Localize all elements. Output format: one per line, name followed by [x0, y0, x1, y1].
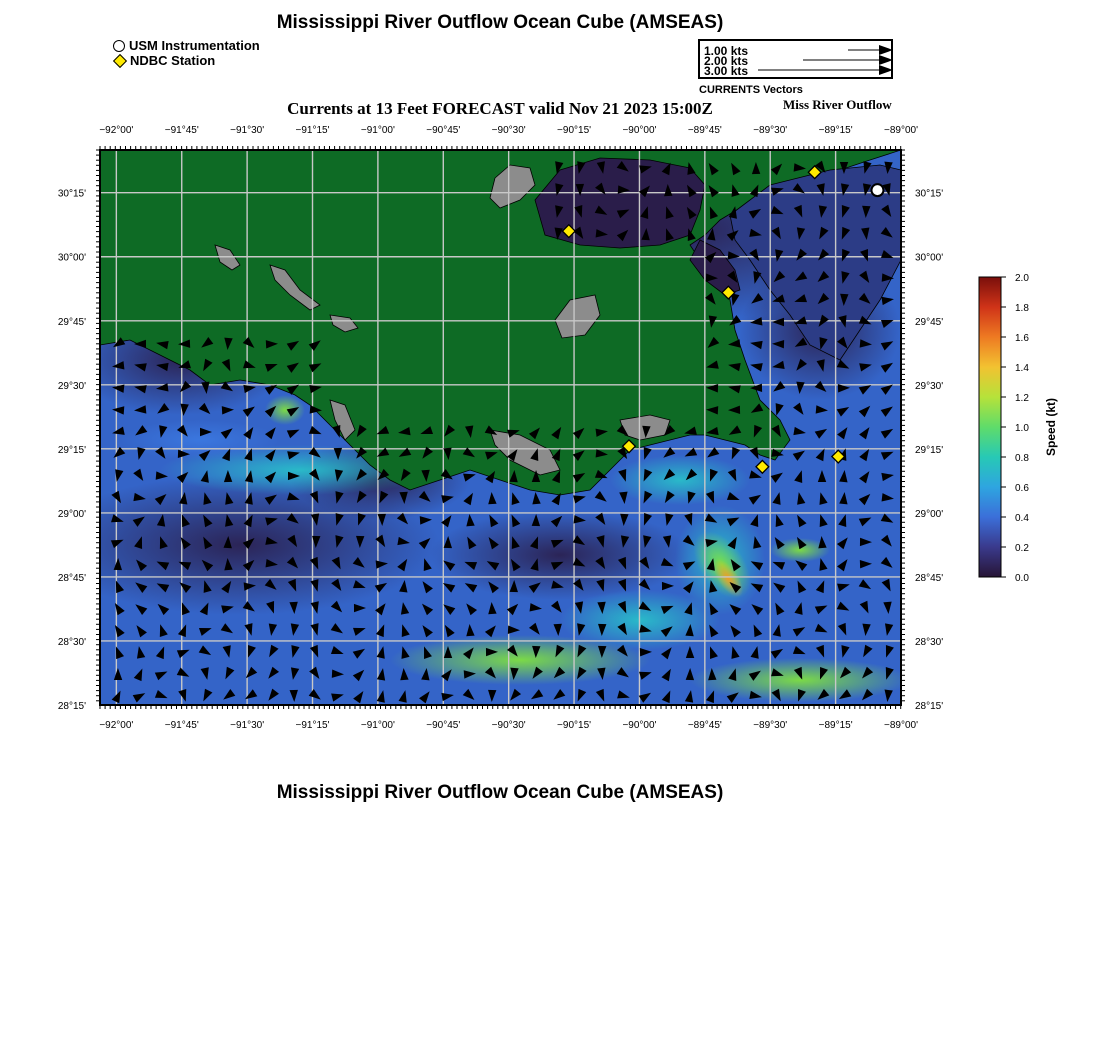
footer-title: Mississippi River Outflow Ocean Cube (AMSEAS) [276, 782, 724, 803]
circle-icon [113, 40, 125, 52]
station-legend [112, 38, 260, 68]
lat-tick-label: 29°30' [915, 380, 944, 392]
lon-tick-label: −90°15' [557, 125, 592, 136]
lon-tick-label: −90°00' [622, 720, 657, 731]
lat-tick-label: 29°45' [915, 316, 944, 328]
lon-tick-label: −89°15' [818, 720, 853, 731]
lon-tick-label: −90°45' [426, 125, 461, 136]
colorbar-tick-label: 2.0 [1015, 273, 1029, 284]
lon-tick-label: −90°45' [426, 720, 461, 731]
lat-tick-label: 29°00' [57, 508, 86, 520]
colorbar-tick-label: 0.0 [1015, 573, 1029, 584]
lon-tick-label: −91°00' [360, 720, 395, 731]
lon-tick-label: −90°15' [557, 720, 592, 731]
lat-tick-label: 29°15' [915, 444, 944, 456]
lat-tick-label: 28°15' [915, 701, 944, 712]
speed-colorbar [979, 273, 1058, 584]
lat-tick-label: 29°00' [915, 508, 944, 520]
lon-tick-label: −89°00' [884, 125, 918, 136]
lon-axis-top [99, 125, 918, 136]
lon-tick-label: −90°30' [491, 720, 526, 731]
lon-tick-label: −89°45' [687, 720, 722, 731]
colorbar-tick-label: 1.4 [1015, 363, 1029, 374]
vector-scale-label-2: 2.00 kts [704, 54, 749, 68]
vector-scale-caption: CURRENTS Vectors [699, 84, 803, 96]
lat-tick-label: 30°00' [915, 252, 944, 264]
lon-axis-bottom [99, 720, 918, 731]
usm-station-marker [871, 184, 883, 196]
colorbar-tick-label: 0.6 [1015, 483, 1029, 494]
lon-tick-label: −91°30' [230, 720, 265, 731]
legend-item-usm [112, 38, 260, 53]
colorbar-tick-label: 0.8 [1015, 453, 1029, 464]
colorbar-tick-label: 0.4 [1015, 513, 1029, 524]
lon-tick-label: −89°45' [687, 125, 722, 136]
lat-tick-label: 28°45' [57, 572, 86, 584]
lon-tick-label: −91°45' [164, 720, 199, 731]
lat-tick-label: 29°45' [57, 316, 86, 328]
lon-tick-label: −91°30' [230, 125, 265, 136]
lat-tick-label: 28°15' [57, 701, 86, 712]
vector-scale-label-3: 3.00 kts [704, 64, 749, 78]
lon-tick-label: −90°30' [491, 125, 526, 136]
lat-tick-label: 30°15' [57, 188, 86, 200]
lat-tick-label: 29°15' [57, 444, 86, 456]
lon-tick-label: −92°00' [99, 125, 134, 136]
lon-tick-label: −91°00' [360, 125, 395, 136]
lon-tick-label: −89°00' [884, 720, 918, 731]
lat-axis-left [58, 189, 86, 712]
legend-item-ndbc [112, 53, 260, 68]
lat-tick-label: 30°00' [57, 252, 86, 264]
colorbar-label: Speed (kt) [1044, 397, 1058, 457]
lat-tick-label: 28°45' [915, 572, 944, 584]
lon-tick-label: −89°30' [753, 125, 788, 136]
lon-tick-label: −91°45' [164, 125, 199, 136]
lat-tick-label: 29°30' [57, 380, 86, 392]
vector-scale-label-1: 1.00 kts [704, 44, 749, 58]
lat-tick-label: 28°30' [915, 636, 944, 648]
lat-tick-label: 28°30' [57, 636, 86, 648]
colorbar-tick-label: 1.6 [1015, 333, 1029, 344]
lon-tick-label: −92°00' [99, 720, 134, 731]
region-label: Miss River Outflow [783, 97, 892, 112]
lon-tick-label: −90°00' [622, 125, 657, 136]
lon-tick-label: −91°15' [295, 720, 330, 731]
page-title: Mississippi River Outflow Ocean Cube (AMSEAS) [276, 12, 724, 33]
lat-tick-label: 30°15' [915, 188, 944, 200]
colorbar-tick-label: 1.8 [1015, 303, 1029, 314]
lon-tick-label: −91°15' [295, 125, 330, 136]
lon-tick-label: −89°30' [753, 720, 788, 731]
diamond-icon [113, 53, 127, 67]
map-subtitle: Currents at 13 Feet FORECAST valid Nov 21 2023 15:00Z [287, 99, 713, 118]
lat-axis-right [915, 189, 943, 712]
colorbar-tick-label: 1.0 [1015, 423, 1029, 434]
colorbar-tick-label: 0.2 [1015, 543, 1029, 554]
lon-tick-label: −89°15' [818, 125, 853, 136]
legend-label-ndbc: NDBC Station [130, 53, 216, 68]
legend-label-usm: USM Instrumentation [129, 38, 260, 53]
colorbar-tick-label: 1.2 [1015, 393, 1029, 404]
vector-scale-box [698, 39, 893, 79]
